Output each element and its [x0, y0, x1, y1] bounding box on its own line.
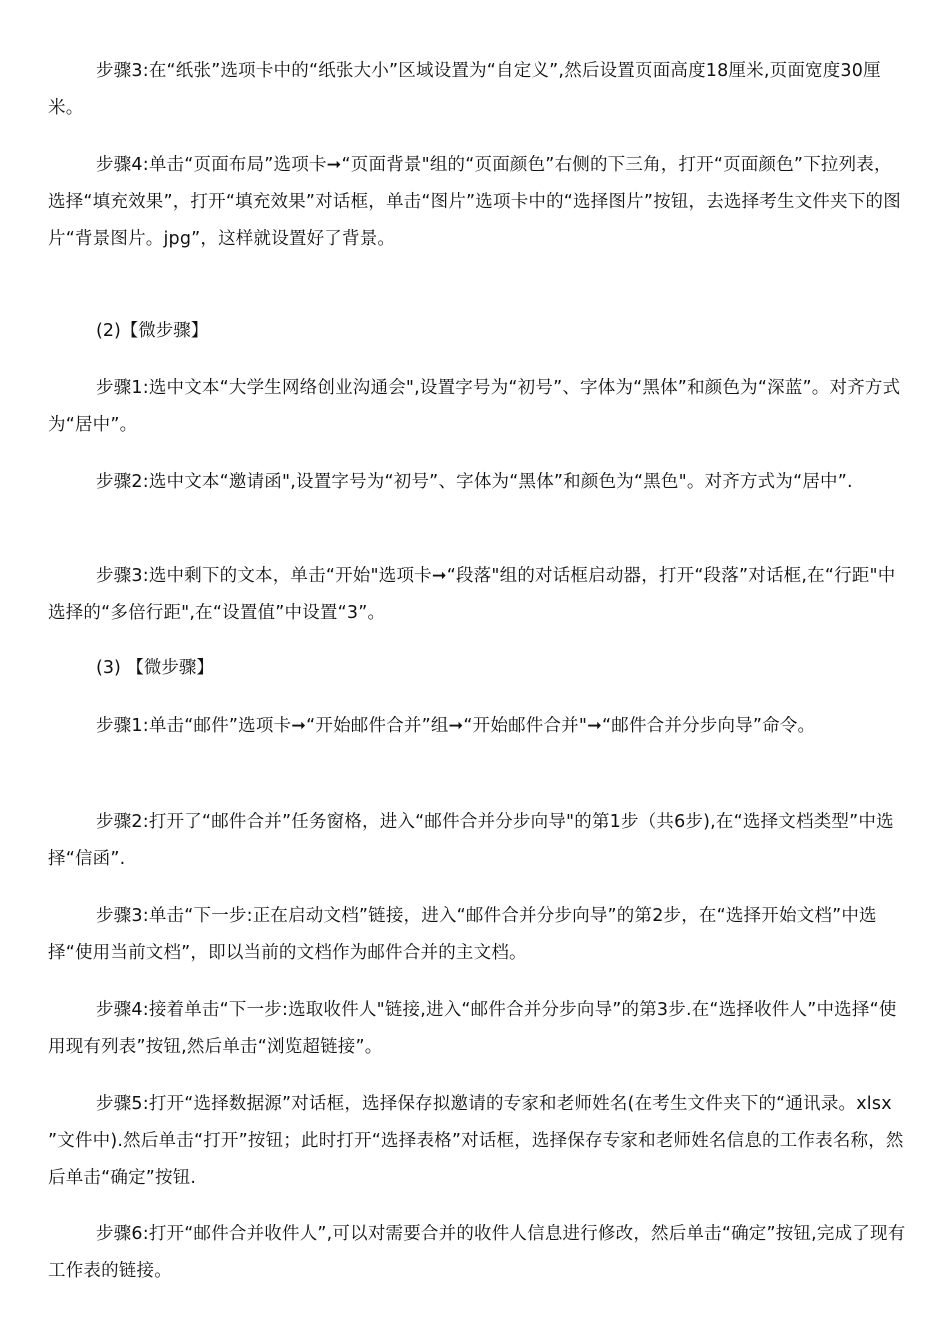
paragraph-step3-start-document: 步骤3:单击“下一步:正在启动文档”链接，进入“邮件合并分步向导”的第2步，在“选择开始文档”中选择“使用当前文档”，即以当前的文档作为邮件合并的主文档。	[48, 906, 877, 963]
section-heading-2: (2)【微步骤】	[96, 321, 209, 341]
section-heading-3: (3) 【微步骤】	[96, 658, 214, 678]
paragraph-step6-recipients: 步骤6:打开“邮件合并收件人”,可以对需要合并的收件人信息进行修改，然后单击“确定”按钮,完成了现有工作表的链接。	[48, 1224, 906, 1281]
paragraph-step5-data-source: 步骤5:打开“选择数据源”对话框，选择保存拟邀请的专家和老师姓名(在考生文件夹下的“通讯录。xlsx ”文件中).然后单击“打开”按钮；此时打开“选择表格”对话框，选择保存专家和老师姓名信息的工作表名称，然后单击“确定”按钮.	[48, 1094, 904, 1188]
paragraph-step3-paper-size: 步骤3:在“纸张”选项卡中的“纸张大小”区域设置为“自定义”,然后设置页面高度18厘米,页面宽度30厘米。	[48, 61, 881, 118]
paragraph-step4-select-recipients: 步骤4:接着单击“下一步:选取收件人"链接,进入“邮件合并分步向导”的第3步.在“选择收件人”中选择“使用现有列表”按钮,然后单击“浏览超链接”。	[48, 1000, 897, 1057]
paragraph-step1-mail-merge: 步骤1:单击“邮件”选项卡➞“开始邮件合并”组➞“开始邮件合并"➞“邮件合并分步向导”命令。	[96, 716, 816, 736]
paragraph-step2-task-pane: 步骤2:打开了“邮件合并”任务窗格，进入“邮件合并分步向导"的第1步（共6步),在“选择文档类型”中选择“信函”.	[48, 812, 894, 869]
paragraph-step1-title-format: 步骤1:选中文本“大学生网络创业沟通会",设置字号为“初号”、字体为“黑体”和颜色为“深蓝”。对齐方式为“居中”。	[48, 378, 901, 435]
paragraph-step2-invitation-format: 步骤2:选中文本“邀请函",设置字号为“初号”、字体为“黑体”和颜色为“黑色"。对齐方式为“居中”.	[96, 472, 853, 492]
paragraph-step3-line-spacing: 步骤3:选中剩下的文本，单击“开始"选项卡➞“段落"组的对话框启动器，打开“段落”对话框,在“行距"中选择的“多倍行距",在“设置值”中设置“3”。	[48, 566, 896, 623]
paragraph-step4-page-background: 步骤4:单击“页面布局”选项卡➞“页面背景"组的“页面颜色”右侧的下三角，打开“页面颜色”下拉列表，选择“填充效果”，打开“填充效果”对话框，单击“图片”选项卡中的“选择图片”按钮，去选择考生文件夹下的图片“背景图片。jpg”，这样就设置好了背景。	[48, 155, 901, 249]
